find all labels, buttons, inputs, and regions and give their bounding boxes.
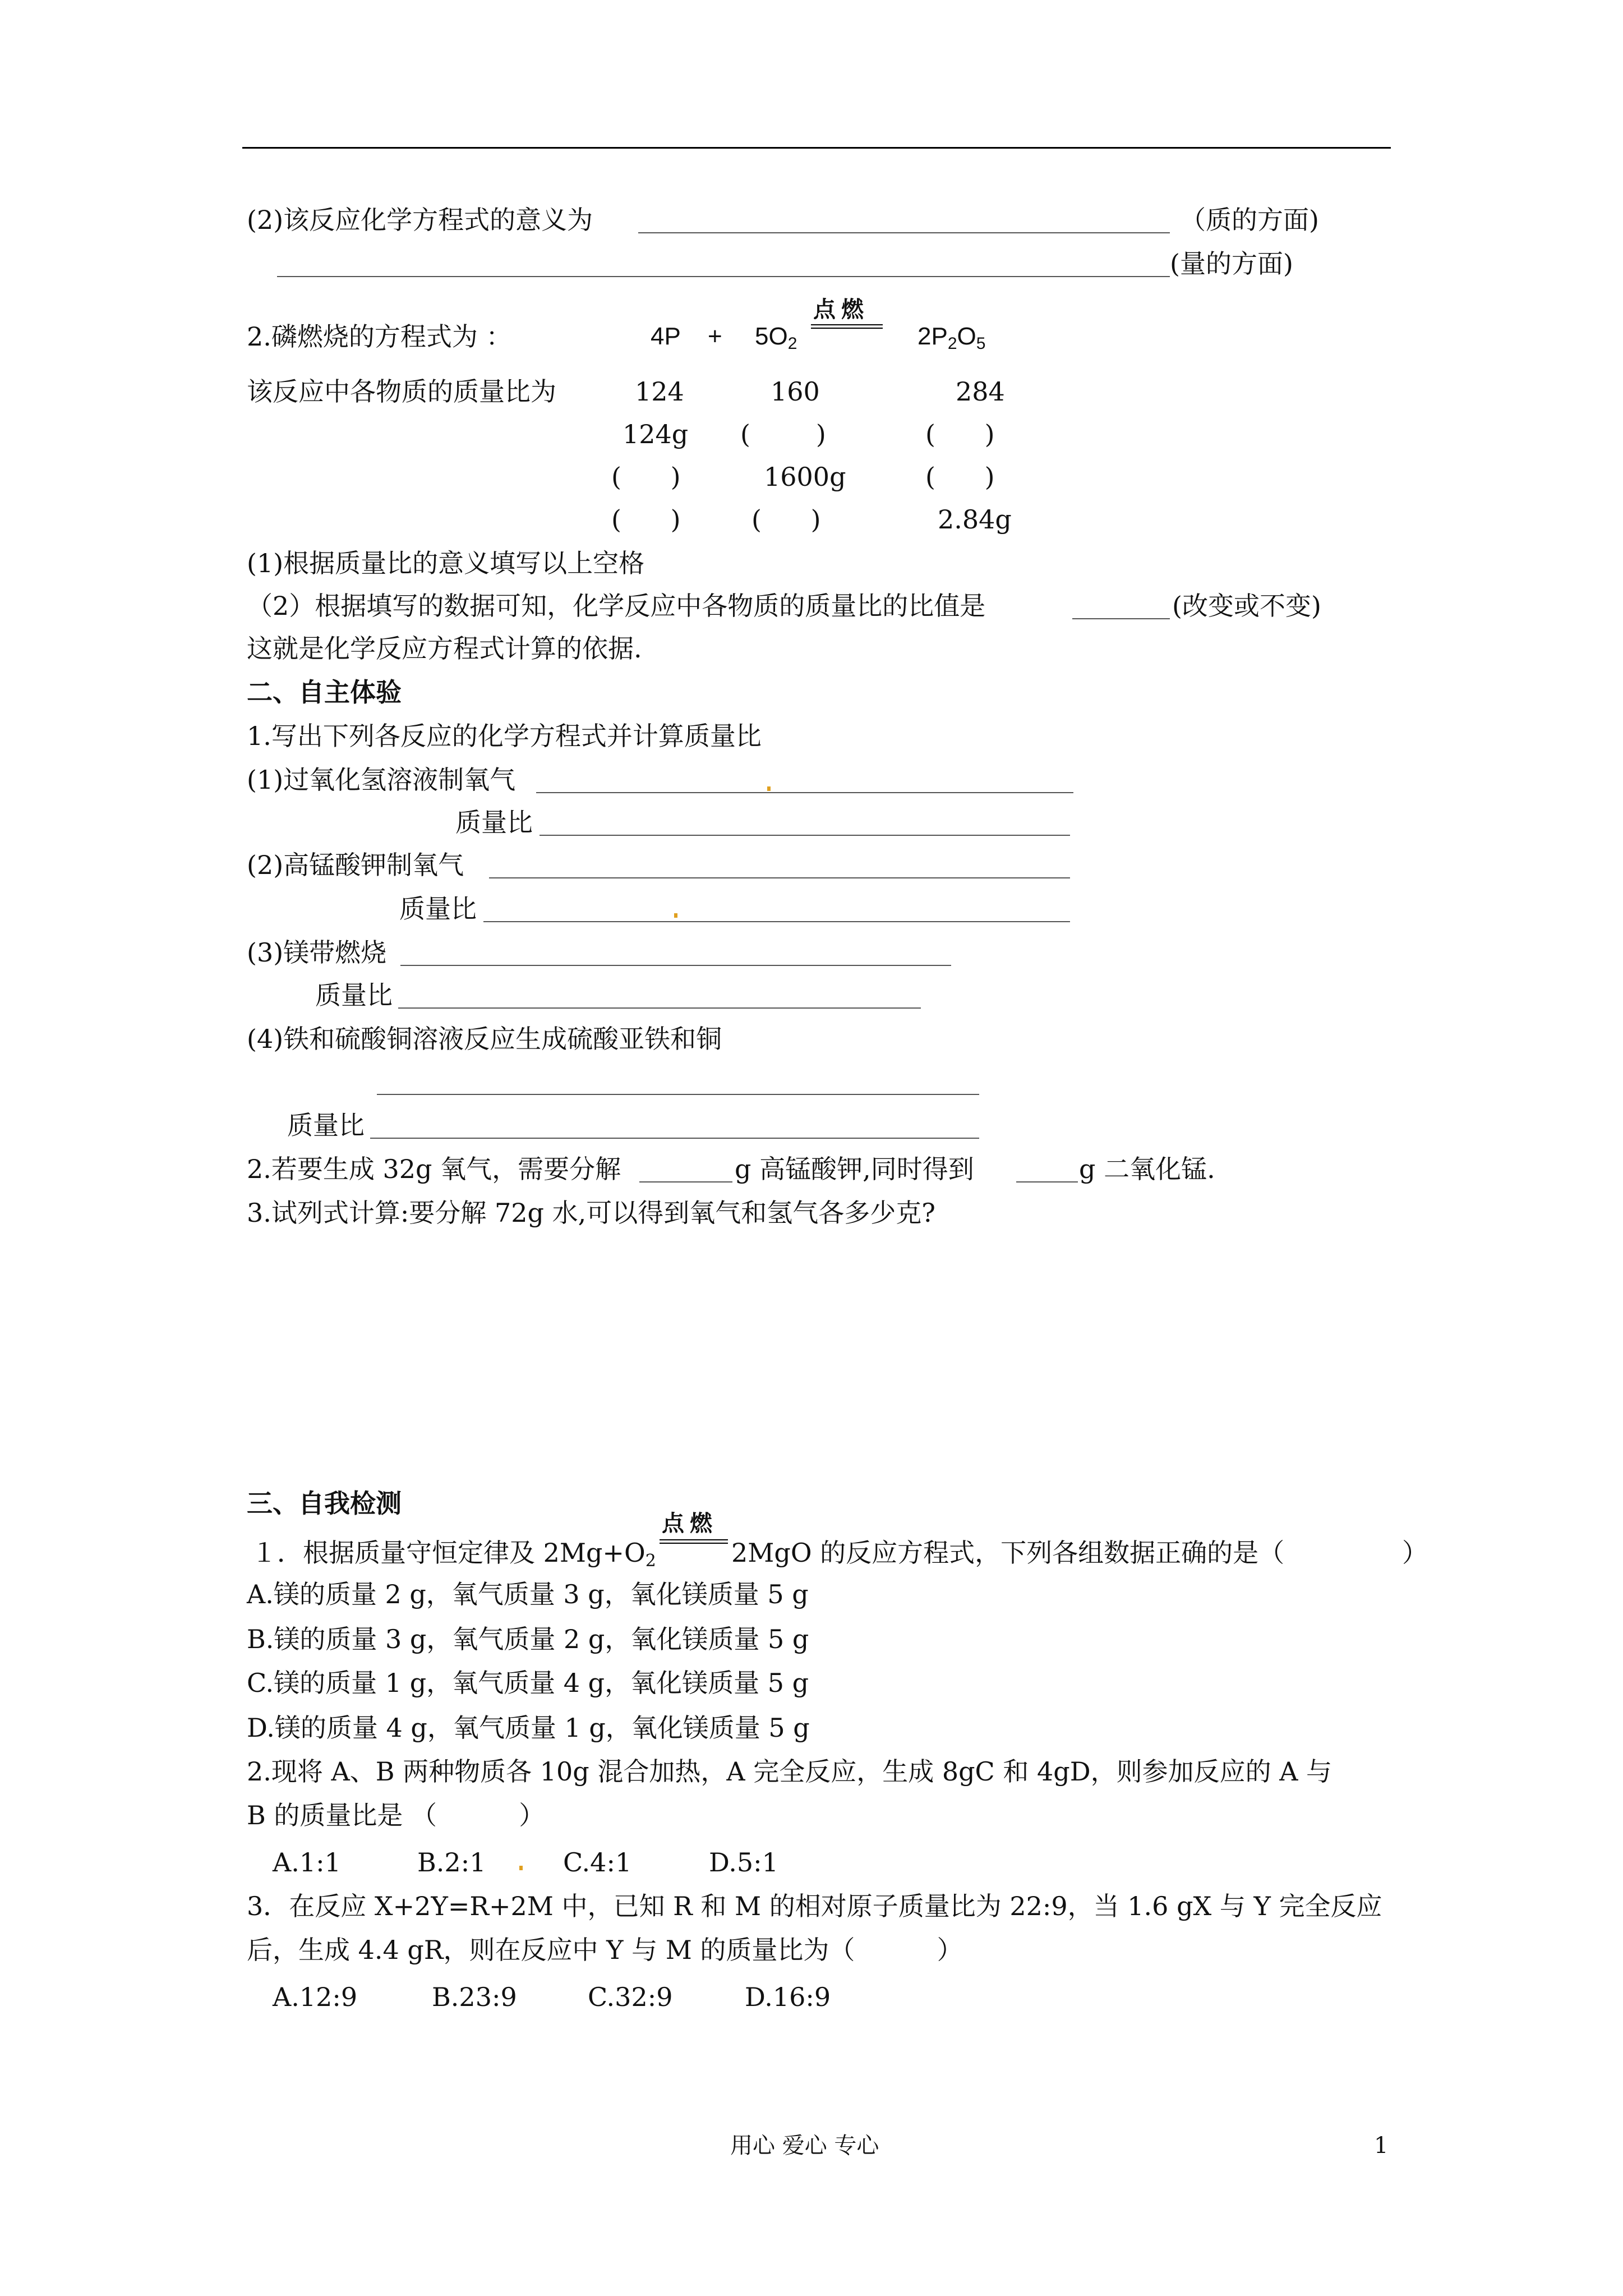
phosphorus-equation-label: 2.磷燃烧的方程式为 ： [247,321,512,352]
item-label: (3)镁带燃烧 [247,937,387,968]
q3-stem: 3．在反应 X+2Y=R+2M 中，已知 R 和 M 的相对原子质量比为 22:9，当 1.6 gX 与 Y 完全反应 [247,1891,1382,1921]
answer-blank[interactable] [377,1094,979,1095]
subscript: 2 [787,334,797,353]
answer-blank[interactable] [400,965,951,966]
reaction-condition: 点燃 [662,1511,718,1536]
product-part: 2P [917,323,948,350]
scan-speck [674,913,677,918]
option[interactable]: C.镁的质量 1 g，氧气质量 4 g，氧化镁质量 5 g [247,1668,809,1698]
ratio-cell: 284 [956,376,1005,407]
item-label: (4)铁和硫酸铜溶液反应生成硫酸亚铁和铜 [247,1024,722,1054]
answer-blank[interactable] [483,921,1070,922]
section-heading: 二、自主体验 [247,677,402,707]
option[interactable]: C.32:9 [588,1982,673,2012]
answer-blank[interactable] [638,232,1170,233]
option[interactable]: B.23:9 [432,1982,517,2012]
mass-ratio-prompt: 质量比 [455,807,533,838]
equation-term [755,320,797,353]
term-main: 5O [755,323,788,350]
note-2: （2）根据填写的数据可知，化学反应中各物质的质量比的比值是 [247,591,986,621]
answer-blank[interactable] [540,835,1070,836]
item-label: (1)过氧化氢溶液制氧气 [247,765,516,795]
q1-stem-suffix: 2MgO 的反应方程式，下列各组数据正确的是（ [731,1538,1285,1568]
answer-blank[interactable] [398,1007,921,1009]
ratio-cell: 160 [771,376,820,407]
page-number: 1 [1374,2133,1389,2159]
answer-blank[interactable] [277,276,1170,277]
question-3: 3.试列式计算:要分解 72g 水,可以得到氧气和氢气各多少克? [247,1198,935,1228]
footer-motto: 用心 爱心 专心 [730,2133,879,2159]
ratio-blank[interactable]: ( ) [925,419,995,449]
answer-blank[interactable] [1072,618,1170,619]
note-1: (1)根据质量比的意义填写以上空格 [247,548,645,578]
ratio-blank[interactable]: ( ) [751,504,821,535]
ratio-cell: 124 [635,376,684,407]
ratio-blank[interactable]: ( ) [611,462,681,492]
equation-term: 4P [651,323,681,350]
mass-ratio-prompt: 质量比 [315,980,393,1010]
ratio-blank[interactable]: ( ) [740,419,826,449]
q2-stem: B 的质量比是 （ ） [247,1800,545,1830]
option[interactable]: D.镁的质量 4 g，氧气质量 1 g，氧化镁质量 5 g [247,1713,810,1743]
question-1: 1.写出下列各反应的化学方程式并计算质量比 [247,721,762,751]
ratio-cell: 2.84g [938,504,1012,535]
mass-ratio-prompt: 质量比 [399,894,477,924]
answer-blank[interactable] [536,792,1073,793]
option[interactable]: D.16:9 [745,1982,831,2012]
subscript: 2 [947,334,957,353]
ratio-blank[interactable]: ( ) [611,504,681,535]
q1-stem-part: １．根据质量守恒定律及 2Mg+O [251,1538,645,1568]
q2-meaning-qual-label: （质的方面) [1180,205,1319,235]
reaction-arrow-line [811,324,883,329]
q2-meaning-quant-label: (量的方面) [1170,249,1293,279]
answer-blank[interactable] [639,1181,732,1182]
q3-stem: 后，生成 4.4 gR，则在反应中 Y 与 M 的质量比为（ ） [247,1935,963,1965]
option[interactable]: A.12:9 [273,1982,358,2012]
reaction-condition: 点燃 [813,297,869,323]
mass-ratio-label: 该反应中各物质的质量比为 [247,376,556,407]
option[interactable]: A.镁的质量 2 g，氧气质量 3 g，氧化镁质量 5 g [247,1579,809,1609]
option[interactable]: C.4:1 [563,1847,632,1878]
question-2-mid: g 高锰酸钾,同时得到 [735,1154,974,1184]
answer-blank[interactable] [489,877,1070,878]
ratio-cell: 1600g [764,462,846,492]
mass-ratio-prompt: 质量比 [287,1110,365,1140]
subscript: 5 [976,334,986,353]
answer-blank[interactable] [1016,1181,1078,1182]
subscript: 2 [645,1551,656,1571]
equation-plus: + [708,323,722,350]
note-2-suffix: (改变或不变) [1172,591,1321,621]
ratio-cell: 124g [623,419,689,449]
question-2: 2.若要生成 32g 氧气，需要分解 [247,1154,621,1184]
option[interactable]: A.1:1 [273,1847,341,1878]
q1-stem-close: ） [1402,1538,1428,1568]
answer-blank[interactable] [370,1138,979,1139]
product-part: O [957,323,976,350]
option[interactable]: B.镁的质量 3 g，氧气质量 2 g，氧化镁质量 5 g [247,1624,809,1654]
section-heading: 三、自我检测 [247,1488,402,1519]
q2-stem: 2.现将 A、B 两种物质各 10g 混合加热，A 完全反应，生成 8gC 和 4gD，则参加反应的 A 与 [247,1756,1332,1787]
option[interactable]: D.5:1 [709,1847,778,1878]
q1-stem [251,1536,656,1570]
ratio-blank[interactable]: ( ) [925,462,995,492]
option[interactable]: B.2:1 [417,1847,486,1878]
reaction-arrow-line [660,1539,728,1544]
question-2-end: g 二氧化锰. [1079,1154,1215,1184]
header-rule [242,147,1391,149]
scan-speck [767,786,771,791]
note-3: 这就是化学反应方程式计算的依据. [247,633,642,664]
q2-meaning-line1: (2)该反应化学方程式的意义为 [247,205,593,235]
item-label: (2)高锰酸钾制氧气 [247,850,464,880]
equation-product [917,320,985,353]
scan-speck [519,1866,523,1870]
